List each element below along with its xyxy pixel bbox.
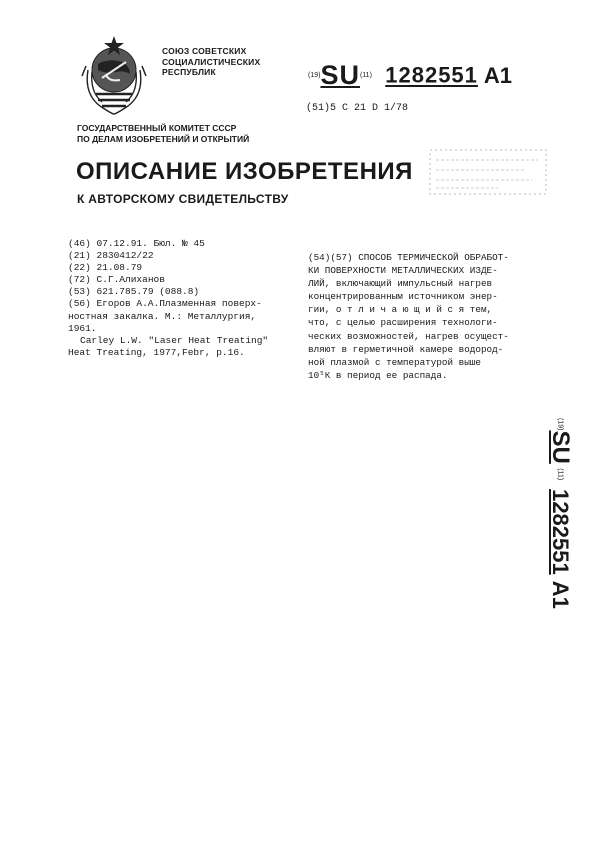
abstract-line: концентрированным источником энер- (308, 291, 498, 303)
biblio-line: (21) 2830412/22 (68, 250, 154, 262)
union-line: СОЮЗ СОВЕТСКИХ (162, 46, 247, 56)
abstract-line: что, с целью расширения технологи- (308, 317, 498, 329)
biblio-line: (72) С.Г.Алиханов (68, 274, 165, 286)
abstract-claim (308, 251, 509, 382)
abstract-line: КИ ПОВЕРХНОСТИ МЕТАЛЛИЧЕСКИХ ИЗДЕ- (308, 265, 498, 277)
side-code-19: (19) (556, 418, 564, 431)
library-stamp-icon (428, 148, 548, 196)
biblio-line: Heat Treating, 1977,Febr, p.16. (68, 346, 245, 358)
side-publication-number (546, 418, 574, 609)
side-kind-code: A1 (548, 580, 573, 609)
biblio-line: 1961. (68, 322, 97, 334)
abstract-line: вляют в герметичной камере водород- (308, 343, 504, 355)
document-title: ОПИСАНИЕ ИЗОБРЕТЕНИЯ (76, 158, 413, 185)
publication-number (308, 60, 512, 91)
biblio-line: Carley L.W. "Laser Heat Treating" (80, 334, 269, 346)
biblio-line: ностная закалка. М.: Металлургия, (68, 310, 257, 322)
document-subtitle: К АВТОРСКОМУ СВИДЕТЕЛЬСТВУ (77, 192, 289, 206)
committee-line: ГОСУДАРСТВЕННЫЙ КОМИТЕТ СССР (77, 123, 237, 133)
code-19: (19) (308, 72, 321, 79)
abstract-line: гии, о т л и ч а ю щ и й с я тем, (308, 304, 493, 316)
code-11: (11) (359, 72, 372, 79)
state-emblem-icon (78, 32, 150, 116)
side-country-code: SU (547, 430, 574, 464)
biblio-line: (53) 621.785.79 (088.8) (68, 286, 200, 298)
committee-name (77, 123, 249, 145)
abstract-line: ной плазмой с температурой выше (308, 356, 481, 368)
union-line: РЕСПУБЛИК (162, 67, 216, 77)
abstract-line: (54)(57) СПОСОБ ТЕРМИЧЕСКОЙ ОБРАБОТ- (308, 252, 509, 263)
biblio-line: (56) Егоров А.А.Плазменная поверх- (68, 298, 262, 310)
biblio-line: (46) 07.12.91. Бюл. № 45 (68, 238, 205, 249)
patent-number: 1282551 (385, 62, 478, 88)
country-code: SU (320, 60, 360, 90)
ipc-classification: (51)5 C 21 D 1/78 (306, 103, 409, 114)
side-code-11: (11) (556, 468, 564, 481)
committee-line: ПО ДЕЛАМ ИЗОБРЕТЕНИЙ И ОТКРЫТИЙ (77, 134, 250, 144)
biblio-line: (22) 21.08.79 (68, 262, 143, 274)
kind-code: A1 (483, 62, 513, 88)
abstract-line: 10⁵К в период ее распада. (308, 369, 448, 381)
side-patent-number: 1282551 (548, 489, 573, 575)
abstract-line: ЛИЙ, включающий импульсный нагрев (308, 278, 493, 290)
union-name (162, 46, 260, 78)
abstract-line: ческих возможностей, нагрев осущест- (308, 330, 509, 342)
union-line: СОЦИАЛИСТИЧЕСКИХ (162, 56, 261, 67)
bibliographic-data (68, 238, 268, 359)
